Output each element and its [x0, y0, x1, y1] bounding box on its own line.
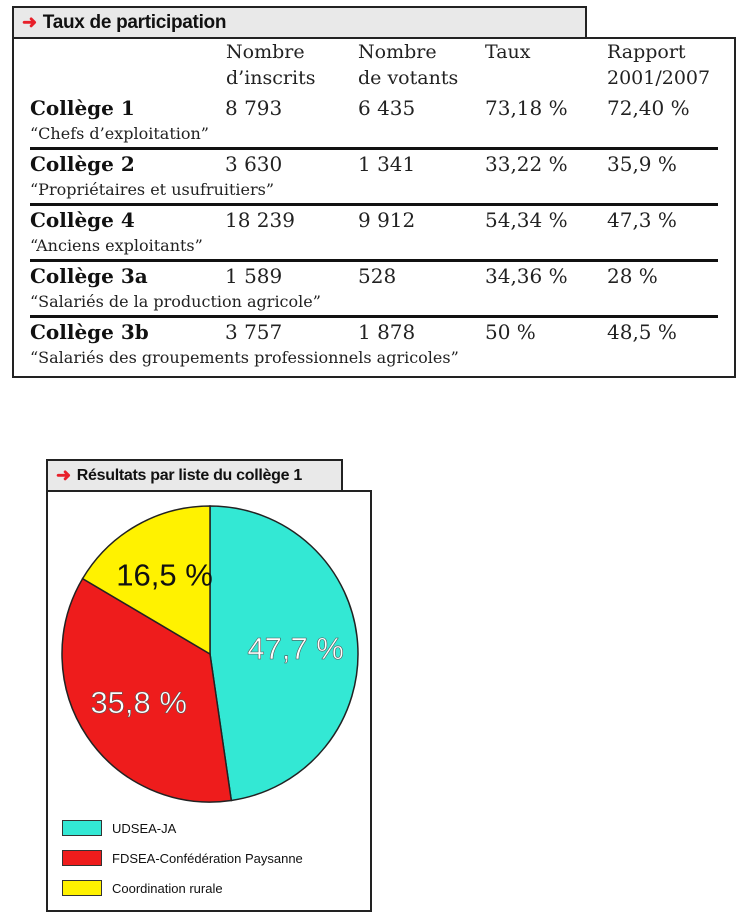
participation-table	[12, 37, 736, 378]
header-rapport-line2: 2001/2007	[607, 67, 711, 89]
header-inscrits-line2: d’inscrits	[226, 67, 316, 89]
inscrits-value: 18 239	[225, 208, 295, 232]
header-rapport-line1: Rapport	[607, 41, 686, 63]
header-inscrits-line1: Nombre	[226, 41, 305, 63]
votants-value: 1 878	[358, 320, 416, 344]
table-title-text: Taux de participation	[42, 11, 227, 33]
arrow-right-icon: ➜	[22, 12, 37, 32]
legend-label: UDSEA-JA	[112, 820, 177, 836]
pie-slice-label: 47,7 %	[247, 630, 344, 666]
header-taux	[485, 39, 530, 65]
votants-value: 528	[358, 264, 397, 288]
legend-item	[62, 880, 223, 896]
pie-chart-panel	[46, 490, 372, 912]
votants-value: 6 435	[358, 96, 416, 120]
table-title	[12, 6, 587, 39]
college-description: “Salariés de la production agricole”	[30, 292, 321, 311]
rapport-value: 28 %	[607, 264, 658, 288]
legend-label: Coordination rurale	[112, 880, 223, 896]
college-name: Collège 1	[30, 96, 135, 120]
inscrits-value: 3 630	[225, 152, 283, 176]
college-description: “Chefs d’exploitation”	[30, 124, 209, 143]
pie-slice-label: 16,5 %	[116, 557, 213, 593]
rapport-value: 35,9 %	[607, 152, 677, 176]
votants-value: 9 912	[358, 208, 416, 232]
arrow-right-icon: ➜	[56, 465, 71, 485]
header-rapport	[607, 39, 710, 91]
table-row	[30, 94, 718, 150]
college-name: Collège 2	[30, 152, 135, 176]
chart-title-text: Résultats par liste du collège 1	[76, 466, 302, 484]
header-inscrits	[226, 39, 315, 91]
rapport-value: 47,3 %	[607, 208, 677, 232]
college-description: “Salariés des groupements professionnels agricoles”	[30, 348, 459, 367]
taux-value: 73,18 %	[485, 96, 568, 120]
college-description: “Anciens exploitants”	[30, 236, 203, 255]
votants-value: 1 341	[358, 152, 416, 176]
legend-item	[62, 850, 303, 866]
header-taux-line1: Taux	[485, 41, 531, 63]
inscrits-value: 8 793	[225, 96, 283, 120]
header-votants	[358, 39, 458, 91]
legend-swatch	[62, 820, 102, 836]
pie-slice-label: 35,8 %	[90, 684, 187, 720]
college-name: Collège 3a	[30, 264, 148, 288]
college-description: “Propriétaires et usufruitiers”	[30, 180, 275, 199]
legend-item	[62, 820, 176, 836]
table-row	[30, 315, 718, 374]
inscrits-value: 3 757	[225, 320, 283, 344]
legend-swatch	[62, 850, 102, 866]
taux-value: 54,34 %	[485, 208, 568, 232]
college-name: Collège 4	[30, 208, 135, 232]
header-votants-line1: Nombre	[358, 41, 437, 63]
rapport-value: 72,40 %	[607, 96, 690, 120]
pie-chart	[58, 502, 363, 807]
rapport-value: 48,5 %	[607, 320, 677, 344]
taux-value: 34,36 %	[485, 264, 568, 288]
legend-label: FDSEA-Confédération Paysanne	[112, 850, 303, 866]
table-row	[30, 203, 718, 262]
legend-swatch	[62, 880, 102, 896]
table-row	[30, 147, 718, 206]
table-row	[30, 259, 718, 318]
taux-value: 33,22 %	[485, 152, 568, 176]
header-votants-line2: de votants	[358, 67, 459, 89]
college-name: Collège 3b	[30, 320, 149, 344]
taux-value: 50 %	[485, 320, 536, 344]
inscrits-value: 1 589	[225, 264, 283, 288]
chart-title	[46, 459, 343, 492]
